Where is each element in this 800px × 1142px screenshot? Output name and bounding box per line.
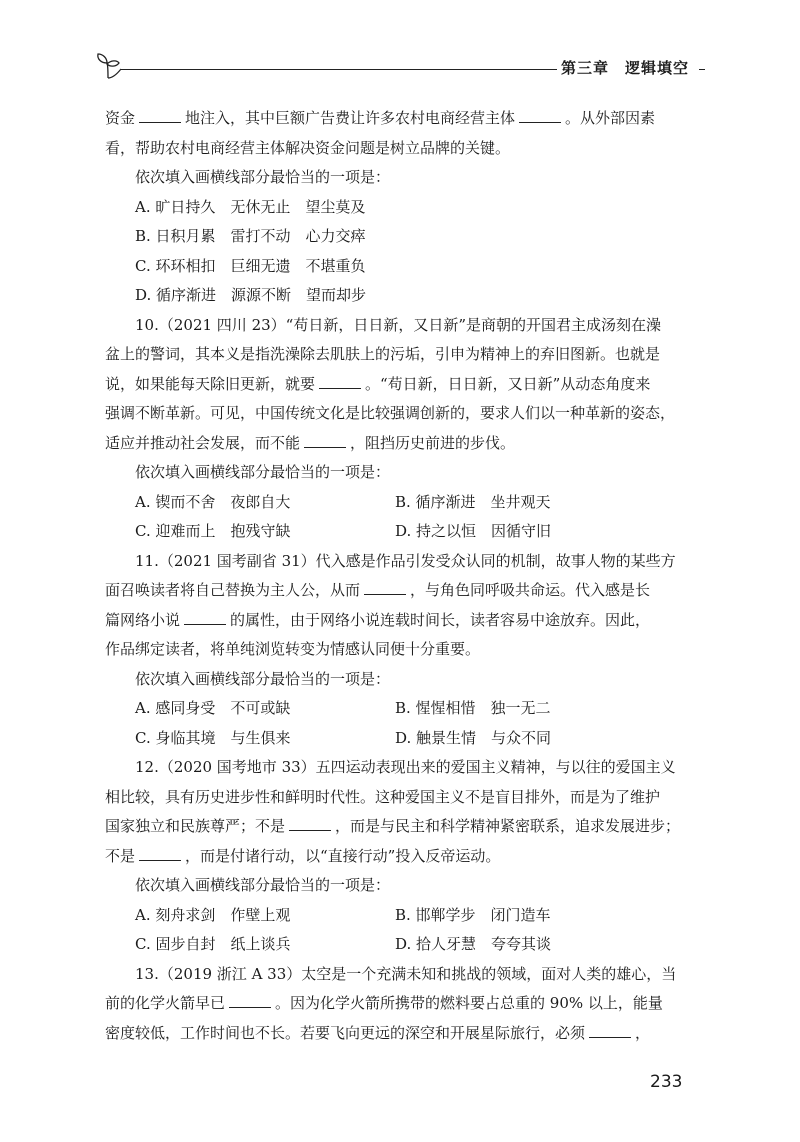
option-b: B. 邯郸学步 闭门造车 bbox=[395, 905, 551, 924]
option-row bbox=[105, 930, 703, 960]
option-d: D. 拾人牙慧 夸夸其谈 bbox=[395, 935, 552, 953]
text-line: 篇网络小说 的属性，由于网络小说连载时间长，读者容易中途放弃。因此， bbox=[105, 610, 651, 629]
option-c: C. 身临其境 与生俱来 bbox=[135, 728, 291, 747]
option-a: A. 刻舟求剑 作壁上观 bbox=[135, 905, 291, 924]
question-prompt: 依次填入画横线部分最恰当的一项是： bbox=[135, 669, 391, 688]
question-10-line: 10.（2021 四川 23）“苟日新，日日新，又日新”是商朝的开国君主成汤刻在澡 bbox=[135, 315, 661, 334]
text-line: 看，帮助农村电商经营主体解决资金问题是树立品牌的关键。 bbox=[105, 138, 511, 157]
option-row bbox=[105, 694, 703, 724]
option-c: C. 固步自封 纸上谈兵 bbox=[135, 935, 291, 953]
text-line: 面召唤读者将自己替换为主人公，从而 ，与角色同呼吸共命运。代入感是长 bbox=[105, 581, 651, 599]
text-line: 说，如果能每天除旧更新，就要 。“苟日新，日日新，又日新”从动态角度来 bbox=[105, 374, 651, 393]
answer-blank bbox=[364, 581, 406, 595]
text-line: 资金 地注入，其中巨额广告费让许多农村电商经营主体 。从外部因素 bbox=[105, 109, 656, 127]
option-row bbox=[105, 724, 703, 754]
answer-blank bbox=[184, 611, 226, 625]
header-rule-right bbox=[699, 69, 705, 70]
question-12-line: 12.（2020 国考地市 33）五四运动表现出来的爱国主义精神，与以往的爱国主义 bbox=[135, 758, 676, 776]
page-number: 233 bbox=[650, 1072, 683, 1092]
header-rule-left bbox=[121, 69, 557, 70]
option-row bbox=[105, 517, 703, 547]
text-line: 作品绑定读者，将单纯浏览转变为情感认同便十分重要。 bbox=[105, 640, 481, 658]
answer-blank bbox=[229, 994, 271, 1008]
option-d: D. 触景生情 与众不同 bbox=[395, 728, 552, 747]
text-line: 不是 ，而是付诸行动，以“直接行动”投入反帝运动。 bbox=[105, 846, 501, 865]
chapter-title: 第三章 逻辑填空 bbox=[561, 59, 690, 77]
text-line: 适应并推动社会发展，而不能 ，阻挡历史前进的步伐。 bbox=[105, 433, 516, 452]
option-a: A. 感同身受 不可或缺 bbox=[135, 699, 291, 717]
sprout-icon bbox=[95, 52, 123, 82]
question-prompt: 依次填入画横线部分最恰当的一项是： bbox=[135, 168, 391, 186]
option-row bbox=[105, 901, 703, 931]
running-header bbox=[95, 52, 705, 82]
text-line: 密度较低，工作时间也不长。若要飞向更远的深空和开展星际旅行，必须 ， bbox=[105, 1023, 651, 1042]
option-d: D. 持之以恒 因循守旧 bbox=[395, 522, 552, 540]
text-line: 相比较，具有历史进步性和鲜明时代性。这种爱国主义不是盲目排外，而是为了维护 bbox=[105, 787, 661, 806]
option-c: C. 环环相扣 巨细无遗 不堪重负 bbox=[135, 256, 366, 275]
answer-blank bbox=[139, 847, 181, 861]
answer-blank bbox=[304, 434, 346, 448]
option-a: A. 锲而不舍 夜郎自大 bbox=[135, 492, 291, 511]
answer-blank bbox=[289, 817, 331, 831]
option-d: D. 循序渐进 源源不断 望而却步 bbox=[135, 286, 367, 304]
question-prompt: 依次填入画横线部分最恰当的一项是： bbox=[135, 876, 391, 894]
option-a: A. 旷日持久 无休无止 望尘莫及 bbox=[135, 197, 366, 216]
text-line: 盆上的警词，其本义是指洗澡除去肌肤上的污垢，引申为精神上的弃旧图新。也就是 bbox=[105, 345, 661, 363]
answer-blank bbox=[139, 109, 181, 123]
option-b: B. 惺惺相惜 独一无二 bbox=[395, 699, 551, 717]
option-c: C. 迎难而上 抱残守缺 bbox=[135, 522, 291, 540]
answer-blank bbox=[519, 109, 561, 123]
option-b: B. 循序渐进 坐井观天 bbox=[395, 492, 551, 511]
text-line: 国家独立和民族尊严；不是 ，而是与民主和科学精神紧密联系，追求发展进步； bbox=[105, 817, 681, 835]
option-row bbox=[105, 488, 703, 518]
answer-blank bbox=[589, 1024, 631, 1038]
question-prompt: 依次填入画横线部分最恰当的一项是： bbox=[135, 463, 391, 481]
text-line: 前的化学火箭早已 。因为化学火箭所携带的燃料要占总重的 90% 以上，能量 bbox=[105, 994, 663, 1012]
page-body bbox=[105, 104, 703, 1048]
text-line: 强调不断革新。可见，中国传统文化是比较强调创新的，要求人们以一种革新的姿态， bbox=[105, 404, 676, 422]
option-b: B. 日积月累 雷打不动 心力交瘁 bbox=[135, 227, 366, 245]
question-11-line: 11.（2021 国考副省 31）代入感是作品引发受众认同的机制，故事人物的某些方 bbox=[135, 551, 676, 570]
question-13-line: 13.（2019 浙江 A 33）太空是一个充满未知和挑战的领域，面对人类的雄心，当 bbox=[135, 964, 677, 983]
answer-blank bbox=[319, 375, 361, 389]
